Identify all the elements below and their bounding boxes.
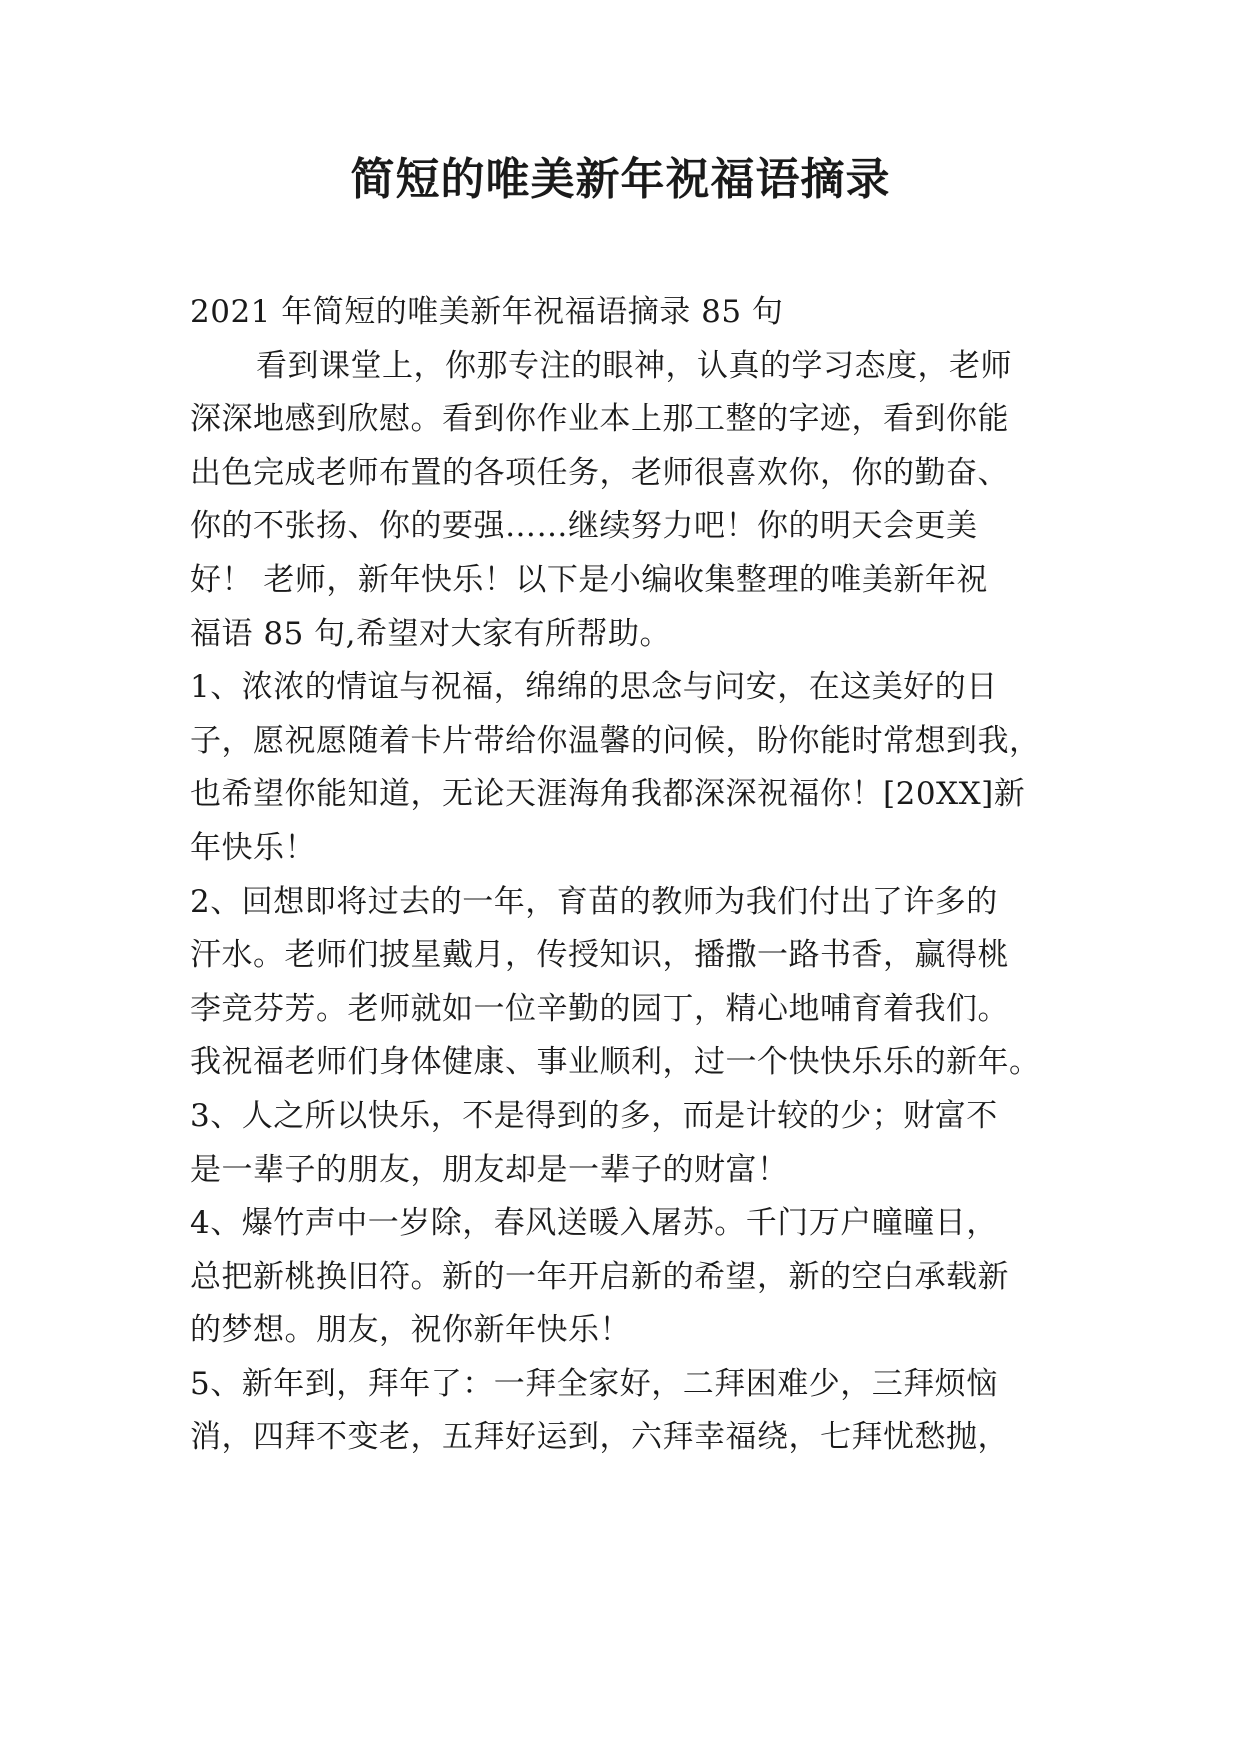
intro-line: 看到课堂上，你那专注的眼神，认真的学习态度，老师 xyxy=(256,347,1012,384)
intro-line: 深深地感到欣慰。看到你作业本上那工整的字迹，看到你能 xyxy=(190,401,1009,438)
item-2-line: 2、回想即将过去的一年，育苗的教师为我们付出了许多的 xyxy=(190,883,998,920)
item-4-line: 的梦想。朋友，祝你新年快乐！ xyxy=(190,1312,631,1349)
item-1-line: 1、浓浓的情谊与祝福，绵绵的思念与问安，在这美好的日 xyxy=(190,669,998,706)
item-2-line: 我祝福老师们身体健康、事业顺利，过一个快快乐乐的新年。 xyxy=(190,1044,1041,1081)
document-body xyxy=(190,286,1070,1465)
item-1-line: 子，愿祝愿随着卡片带给你温馨的问候，盼你能时常想到我， xyxy=(190,722,1041,759)
item-5-line: 消，四拜不变老，五拜好运到，六拜幸福绕，七拜忧愁抛， xyxy=(190,1419,1009,1456)
item-3-line: 3、人之所以快乐，不是得到的多，而是计较的少；财富不 xyxy=(190,1097,998,1134)
intro-line: 出色完成老师布置的各项任务，老师很喜欢你，你的勤奋、 xyxy=(190,454,1009,491)
item-5-line: 5、新年到，拜年了：一拜全家好，二拜困难少，三拜烦恼 xyxy=(190,1365,998,1402)
intro-line: 你的不张扬、你的要强……继续努力吧！你的明天会更美 xyxy=(190,508,978,545)
document-title: 简短的唯美新年祝福语摘录 xyxy=(350,154,891,205)
item-2-line: 汗水。老师们披星戴月，传授知识，播撒一路书香，赢得桃 xyxy=(190,937,1009,974)
intro-line: 福语 85 句,希望对大家有所帮助。 xyxy=(190,615,672,652)
intro-line: 好！ 老师，新年快乐！以下是小编收集整理的唯美新年祝 xyxy=(190,561,988,598)
item-2-line: 李竞芬芳。老师就如一位辛勤的园丁，精心地哺育着我们。 xyxy=(190,990,1009,1027)
item-4-line: 总把新桃换旧符。新的一年开启新的希望，新的空白承载新 xyxy=(190,1258,1009,1295)
item-1-line: 也希望你能知道，无论天涯海角我都深深祝福你！[20XX]新 xyxy=(190,776,1026,813)
item-4-line: 4、爆竹声中一岁除，春风送暖入屠苏。千门万户曈曈日， xyxy=(190,1205,998,1242)
subtitle-line: 2021 年简短的唯美新年祝福语摘录 85 句 xyxy=(190,294,784,330)
item-1-line: 年快乐！ xyxy=(190,829,316,866)
item-3-line: 是一辈子的朋友，朋友却是一辈子的财富！ xyxy=(190,1151,789,1188)
